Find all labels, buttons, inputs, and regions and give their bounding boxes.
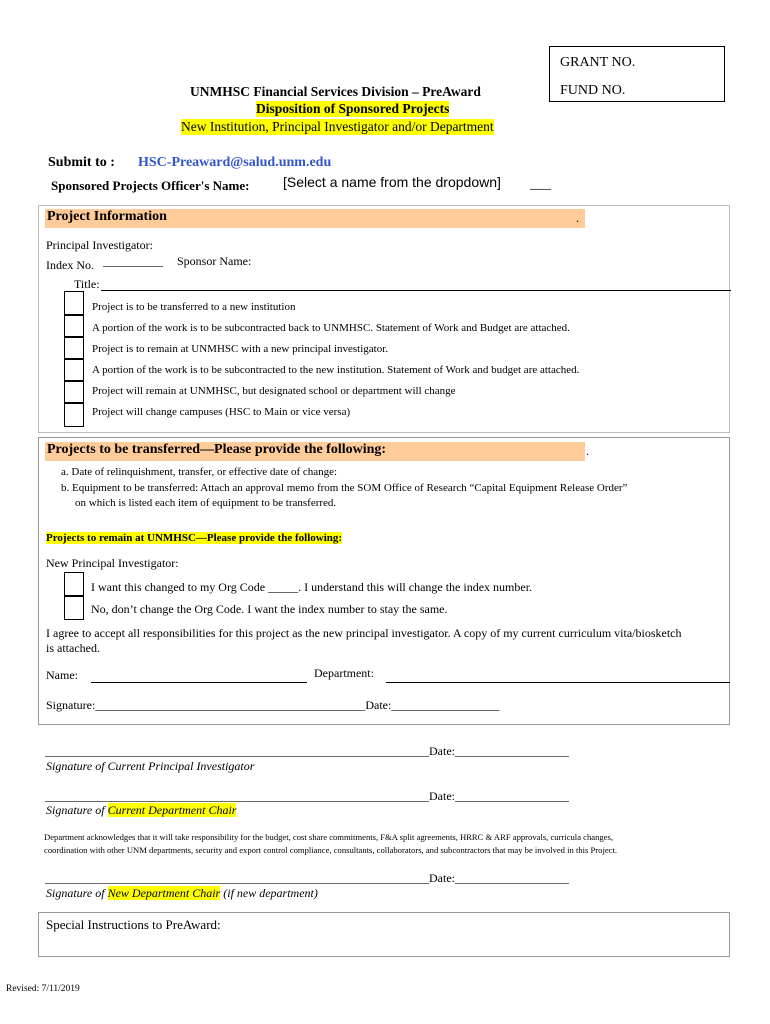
checkbox-transfer-new-institution[interactable] (64, 291, 84, 315)
grant-fund-box (549, 46, 725, 102)
current-chair-highlight: Current Department Chair (107, 803, 237, 817)
special-instructions-label: Special Instructions to PreAward: (46, 917, 221, 932)
date-label: Date: (365, 698, 392, 712)
special-instructions-box[interactable] (38, 912, 730, 957)
dept-ack-text: Department acknowledges that it will take responsibility for the budget, cost share commitments, F&A split agreements, HRRC & ARF approvals, curricula changes, (44, 832, 613, 842)
signature-field[interactable]: _____________________________________________ (95, 698, 366, 712)
spo-name-label: Sponsored Projects Officer's Name: (51, 178, 250, 193)
keep-org-text: No, don’t change the Org Code. I want the index number to stay the same. (91, 602, 448, 616)
name-field[interactable] (91, 682, 307, 683)
current-chair-caption (46, 803, 236, 818)
date-field[interactable]: __________________ (391, 698, 500, 712)
submit-email-link[interactable]: HSC-Preaward@salud.unm.edu (138, 155, 332, 170)
option-text: Project is to be transferred to a new institution (92, 301, 296, 313)
title-label: Title: (74, 277, 100, 291)
new-chair-caption (46, 886, 318, 901)
checkbox-change-org-code[interactable] (64, 572, 84, 596)
change-org-text (91, 580, 532, 595)
project-information-heading: Project Information (45, 209, 585, 228)
submit-label: Submit to : (48, 155, 115, 170)
option-text: A portion of the work is to be subcontracted to the new institution. Statement of Work and budget are attached. (92, 364, 580, 376)
checkbox-keep-org-code[interactable] (64, 596, 84, 620)
remain-heading: Projects to remain at UNMHSC—Please provide the following: (46, 532, 343, 544)
date-label: Date: (429, 744, 455, 758)
spo-trailing-blank: ___ (530, 177, 551, 192)
transfer-remain-section (38, 437, 730, 725)
spo-name-dropdown[interactable]: [Select a name from the dropdown] (283, 174, 501, 190)
caption-prefix: Signature of (46, 886, 108, 900)
current-pi-signature-field[interactable]: ________________________________________________________________ (45, 744, 429, 758)
fund-no-label: FUND NO. (560, 83, 626, 98)
current-chair-signature-row (45, 789, 569, 804)
department-field[interactable] (386, 682, 730, 683)
new-chair-suffix: (if new department) (220, 886, 318, 900)
pi-label: Principal Investigator: (46, 238, 153, 252)
new-pi-label: New Principal Investigator: (46, 556, 179, 570)
heading-dot: . (576, 211, 579, 225)
option-text: A portion of the work is to be subcontracted back to UNMHSC. Statement of Work and Budget are attached. (92, 322, 570, 334)
caption-prefix: Signature of (46, 803, 108, 817)
new-chair-highlight: New Department Chair (107, 886, 221, 900)
agree-text: I agree to accept all responsibilities for this project as the new principal investigator. A copy of my current curriculum vita/biosketch (46, 626, 682, 640)
transfer-heading: Projects to be transferred—Please provide the following: (45, 442, 585, 461)
signature-label-text: Signature: (46, 698, 96, 712)
name-label: Name: (46, 668, 78, 682)
option-text: Project will change campuses (HSC to Main or vice versa) (92, 406, 351, 418)
checkbox-change-campuses[interactable] (64, 403, 84, 427)
heading-dot: . (586, 444, 589, 458)
sponsor-name-label: Sponsor Name: (177, 254, 252, 268)
date-label: Date: (429, 789, 455, 803)
index-no-field[interactable]: __________ (103, 254, 163, 268)
signature-label (46, 698, 499, 713)
title-field[interactable] (101, 290, 731, 291)
index-no-label: Index No. (46, 258, 94, 272)
change-org-note: . I understand this will change the index number. (298, 580, 533, 594)
current-chair-date-field[interactable]: ___________________ (455, 789, 569, 803)
option-text: Project is to remain at UNMHSC with a new principal investigator. (92, 343, 389, 355)
current-chair-signature-field[interactable]: ________________________________________________________________ (45, 789, 429, 803)
change-org-label: I want this changed to my Org Code (91, 580, 266, 594)
org-code-field[interactable]: _____ (268, 580, 299, 594)
form-subtitle-2: New Institution, Principal Investigator and/or Department (181, 119, 494, 134)
new-chair-date-field[interactable]: ___________________ (455, 871, 569, 885)
transfer-item-b: b. Equipment to be transferred: Attach an approval memo from the SOM Office of Research “Capital Equipment Release Order” (61, 482, 628, 494)
current-pi-signature-row (45, 744, 569, 759)
new-chair-signature-field[interactable]: ________________________________________________________________ (45, 871, 429, 885)
grant-no-label: GRANT NO. (560, 55, 636, 70)
revised-date: Revised: 7/11/2019 (6, 984, 80, 994)
transfer-item-b-cont: on which is listed each item of equipment to be transferred. (75, 497, 337, 509)
date-label: Date: (429, 871, 455, 885)
option-text: Project will remain at UNMHSC, but designated school or department will change (92, 385, 456, 397)
current-pi-date-field[interactable]: ___________________ (455, 744, 569, 758)
department-label: Department: (314, 666, 374, 680)
agree-text-cont: is attached. (46, 641, 100, 655)
current-pi-caption: Signature of Current Principal Investigator (46, 759, 255, 773)
checkbox-remain-new-pi[interactable] (64, 337, 84, 359)
dept-ack-text-cont: coordination with other UNM departments, security and export control compliance, consultants, collaborators, and subcontractors that may be involved in this Project. (44, 845, 618, 855)
checkbox-subcontract-back[interactable] (64, 315, 84, 337)
transfer-item-a: a. Date of relinquishment, transfer, or effective date of change: (61, 466, 338, 478)
checkbox-department-change[interactable] (64, 381, 84, 403)
form-title: UNMHSC Financial Services Division – PreAward (190, 84, 481, 99)
checkbox-subcontract-new-institution[interactable] (64, 359, 84, 381)
form-subtitle: Disposition of Sponsored Projects (256, 101, 450, 116)
project-information-section (38, 205, 730, 433)
new-chair-signature-row (45, 871, 569, 886)
